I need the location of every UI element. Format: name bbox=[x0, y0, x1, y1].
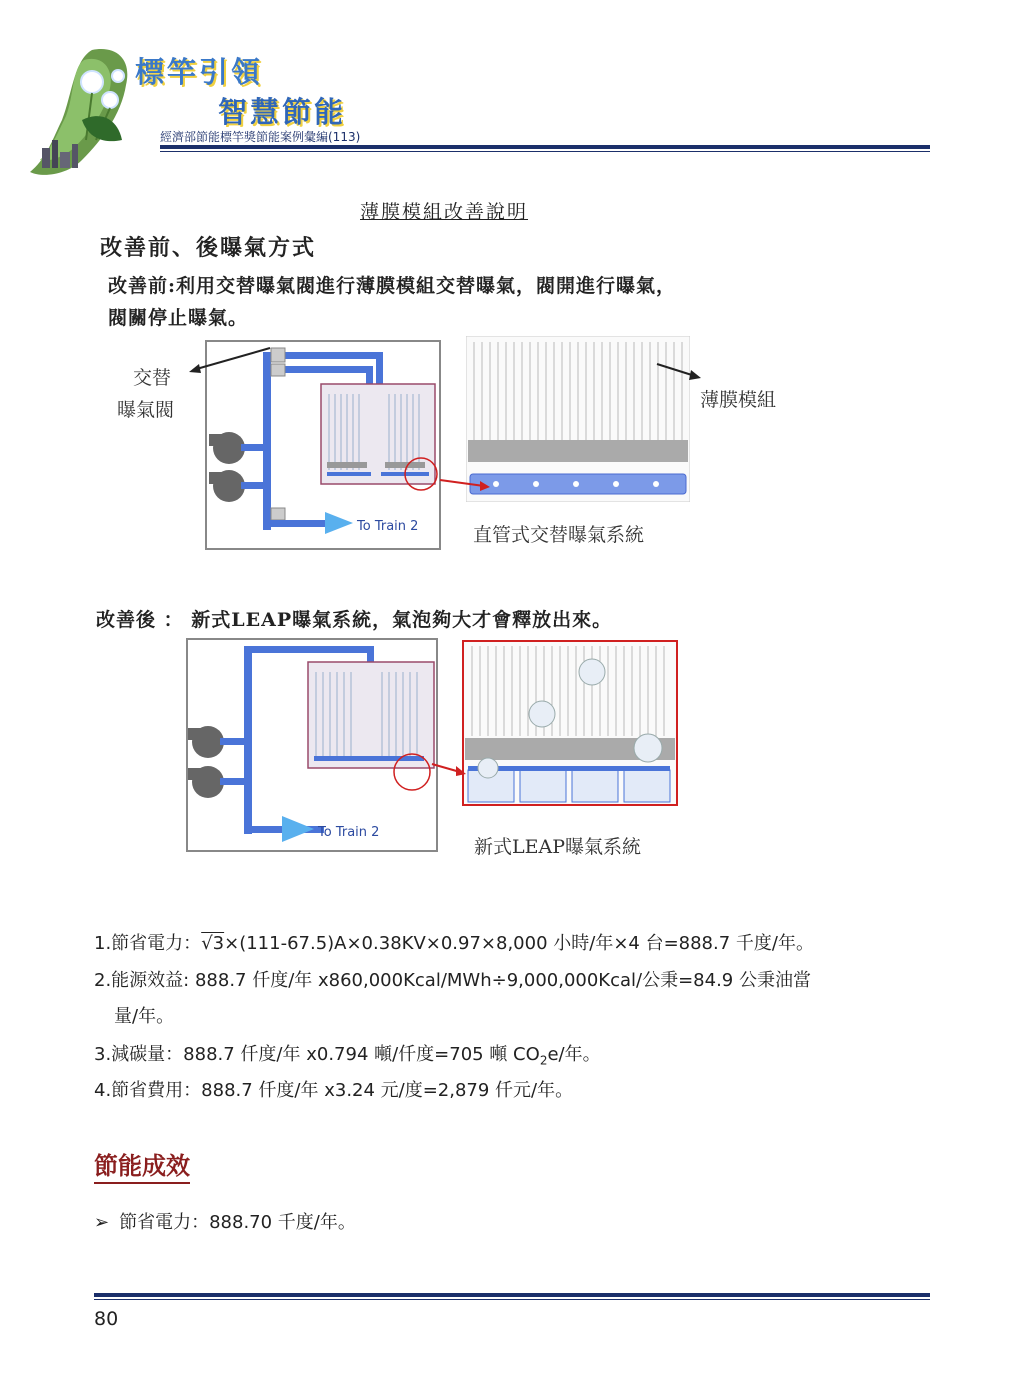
calc-line-2: 2.能源效益: 888.7 仟度/年 x860,000Kcal/MWh÷9,000,000Kcal/公秉=84.9 公秉油當 bbox=[94, 970, 811, 991]
label-valve-line-1: 交替 bbox=[133, 367, 172, 389]
calc-line-4: 4.節省費用：888.7 仟度/年 x3.24 元/度=2,879 仟元/年。 bbox=[94, 1080, 574, 1101]
after-piping-diagram bbox=[186, 638, 438, 852]
brand-line-2: 智慧節能 bbox=[218, 95, 347, 129]
header-rule bbox=[160, 145, 930, 149]
calc-line-1 bbox=[94, 931, 814, 957]
red-arrow-before bbox=[438, 474, 498, 494]
to-train-label-2: To Train 2 bbox=[318, 825, 380, 840]
header-subtitle: 經濟部節能標竿獎節能案例彙編(113) bbox=[160, 130, 361, 144]
before-description bbox=[108, 270, 828, 334]
before-line-2: 閥關停止曝氣。 bbox=[108, 307, 249, 329]
result-bullet bbox=[94, 1208, 356, 1234]
red-arrow-after bbox=[430, 760, 470, 780]
to-train-label-1: To Train 2 bbox=[357, 519, 419, 534]
calc-line-1-pre: 1.節省電力： bbox=[94, 933, 202, 954]
sqrt-symbol: √3 bbox=[201, 933, 225, 954]
result-text: 節省電力：888.70 千度/年。 bbox=[119, 1212, 356, 1233]
label-leap-system: 新式LEAP曝氣系統 bbox=[474, 836, 641, 858]
label-valve-line-2: 曝氣閥 bbox=[117, 399, 175, 421]
membrane-detail-after bbox=[462, 640, 678, 806]
brand-line-1: 標竿引領 bbox=[135, 55, 264, 89]
co2-subscript: 2 bbox=[539, 1053, 548, 1068]
label-membrane: 薄膜模組 bbox=[700, 389, 777, 411]
membrane-arrow bbox=[655, 360, 705, 390]
footer-rule-thin bbox=[94, 1299, 930, 1300]
calc-line-2-cont: 量/年。 bbox=[114, 1006, 175, 1027]
label-straight-pipe: 直管式交替曝氣系統 bbox=[473, 524, 645, 546]
calc-line-3-pre: 3.減碳量：888.7 仟度/年 x0.794 噸/仟度=705 噸 CO bbox=[94, 1044, 540, 1065]
calc-line-1-post: ×(111-67.5)A×0.38KV×0.97×8,000 小時/年×4 台=888.7 千度/年。 bbox=[224, 933, 814, 954]
header-rule-thin bbox=[160, 151, 930, 152]
after-description: 改善後 ： 新式LEAP曝氣系統，氣泡夠大才會釋放出來。 bbox=[96, 609, 613, 631]
before-line-1: 改善前:利用交替曝氣閥進行薄膜模組交替曝氣，閥開進行曝氣， bbox=[108, 275, 677, 297]
bullet-arrow-icon: ➢ bbox=[94, 1212, 110, 1233]
figure-title: 薄膜模組改善說明 bbox=[360, 201, 529, 223]
footer-rule bbox=[94, 1293, 930, 1297]
figure-heading: 改善前、後曝氣方式 bbox=[100, 235, 317, 261]
section-title-results: 節能成效 bbox=[94, 1146, 190, 1184]
valve-arrow bbox=[185, 340, 275, 380]
page-number: 80 bbox=[94, 1308, 119, 1330]
calc-line-3-post: e/年。 bbox=[547, 1044, 601, 1065]
calc-line-3 bbox=[94, 1042, 601, 1074]
